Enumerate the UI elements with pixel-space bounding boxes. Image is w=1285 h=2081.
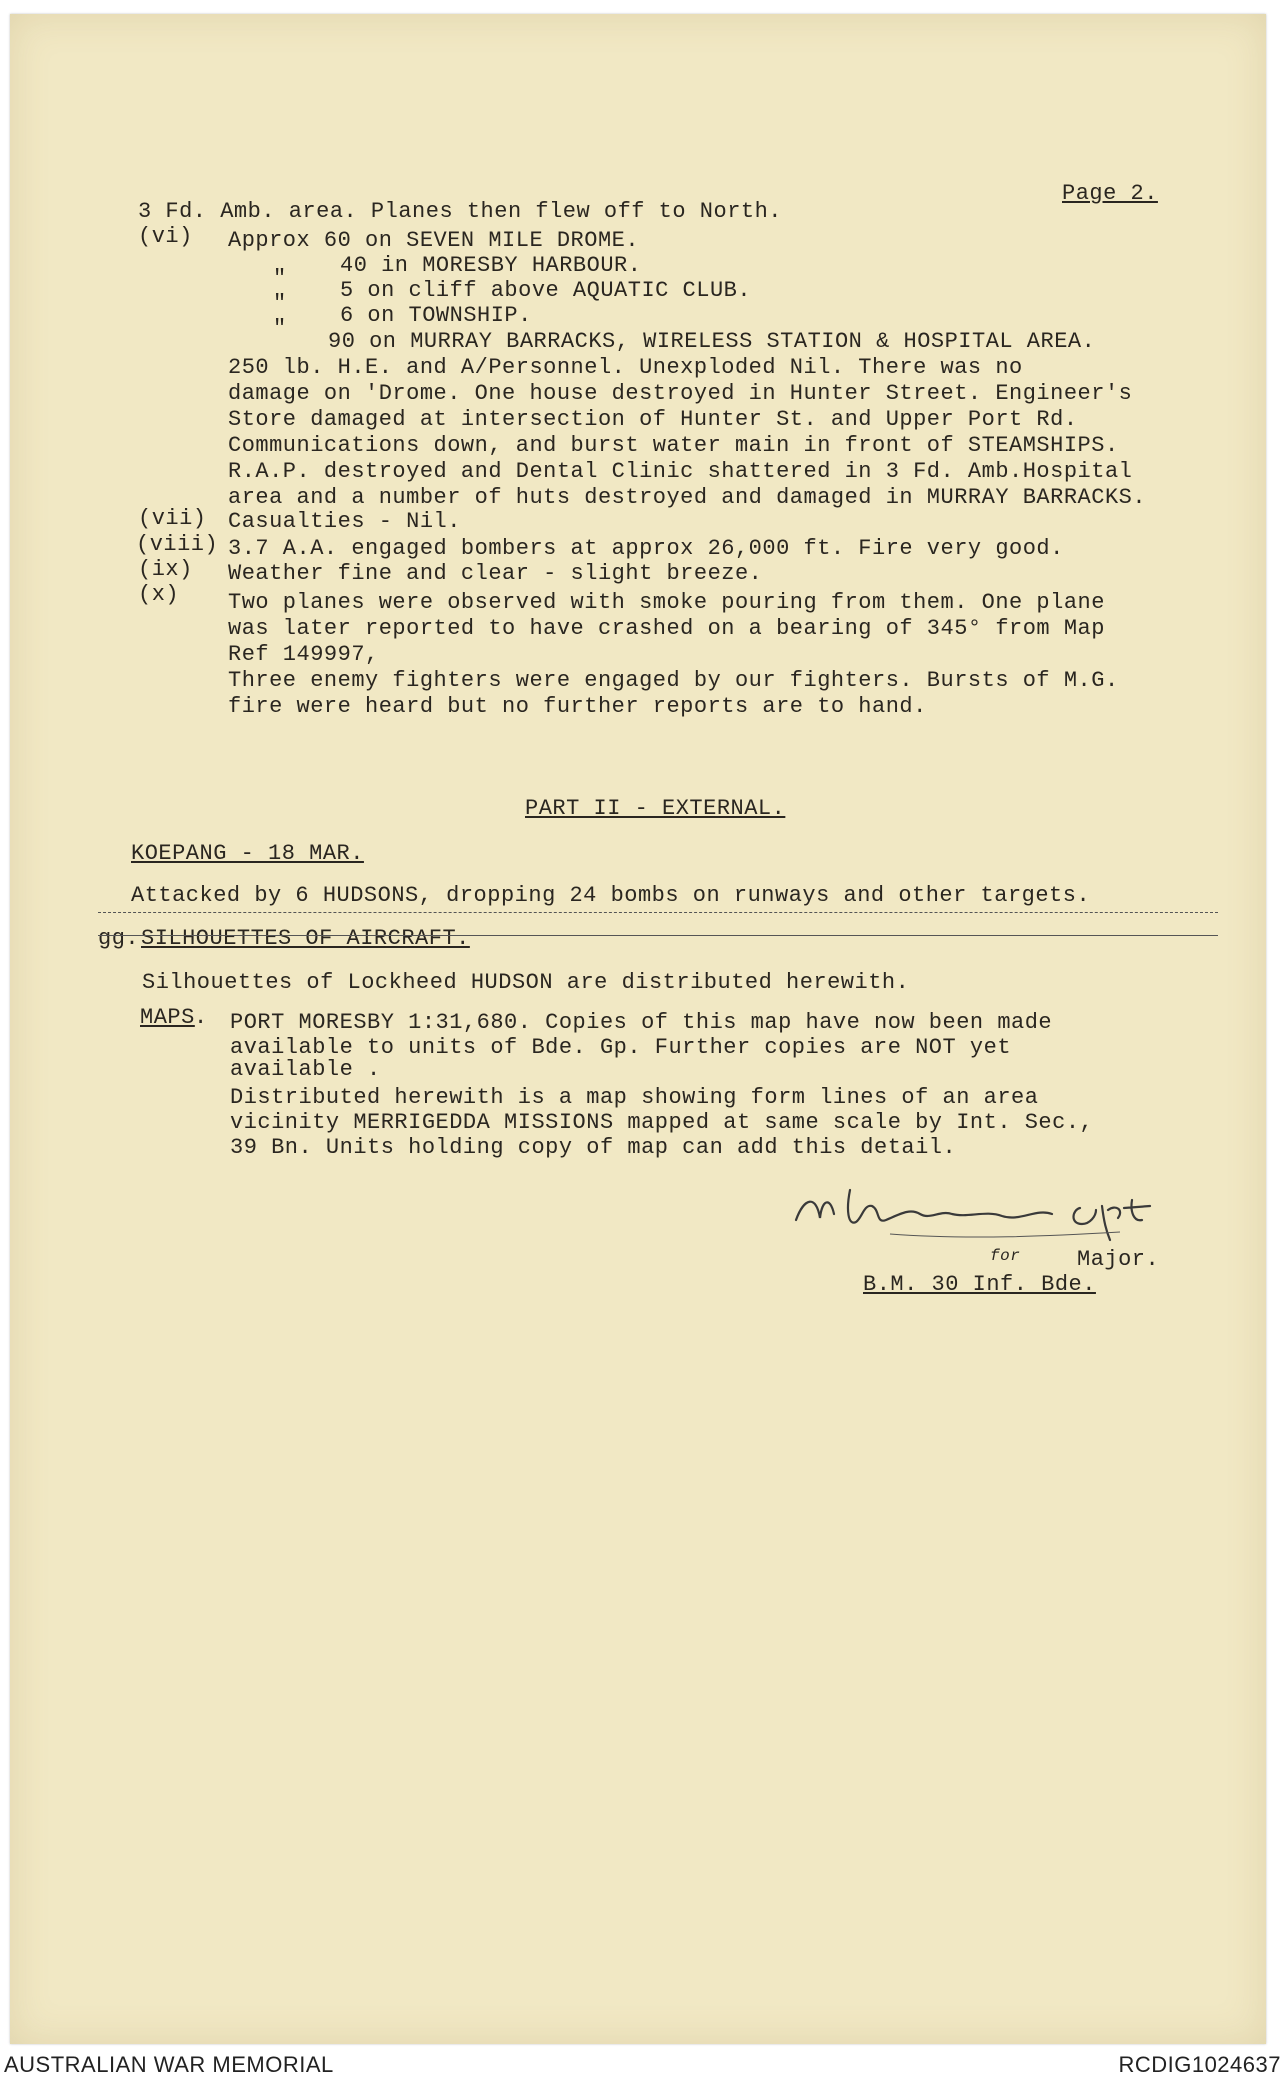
ditto-mark: " <box>273 316 287 341</box>
tally-line: 90 on MURRAY BARRACKS, WIRELESS STATION & HOSPITAL AREA. <box>328 329 1096 354</box>
damage-line: R.A.P. destroyed and Dental Clinic shattered in 3 Fd. Amb.Hospital <box>228 459 1133 484</box>
maps-label: MAPS <box>140 1005 195 1030</box>
signature-prefix: for <box>990 1247 1021 1265</box>
handwritten-signature <box>790 1170 1190 1250</box>
maps-line: available . <box>230 1057 381 1082</box>
label-ix: (ix) <box>138 557 193 582</box>
label-vi: (vi) <box>138 224 193 249</box>
label-vii: (vii) <box>138 506 207 531</box>
damage-line: Communications down, and burst water main in front of STEAMSHIPS. <box>228 433 1119 458</box>
label-viii: (viii) <box>136 532 219 557</box>
maps-line: available to units of Bde. Gp. Further copies are NOT yet <box>230 1035 1012 1060</box>
divider-line <box>98 912 1218 913</box>
fighters-line: fire were heard but no further reports are to hand. <box>228 694 927 719</box>
footer-institution: AUSTRALIAN WAR MEMORIAL <box>4 2052 334 2077</box>
koepang-heading: KOEPANG - 18 MAR. <box>131 841 364 866</box>
silhouettes-heading: SILHOUETTES OF AIRCRAFT. <box>141 926 470 951</box>
tally-line: 6 on TOWNSHIP. <box>340 303 532 328</box>
part-two-heading: PART II - EXTERNAL. <box>525 796 786 821</box>
intro-line: 3 Fd. Amb. area. Planes then flew off to North. <box>138 199 783 224</box>
tally-line: Approx 60 on SEVEN MILE DROME. <box>228 228 640 253</box>
fighters-line: Three enemy fighters were engaged by our fighters. Bursts of M.G. <box>228 668 1119 693</box>
anti-aircraft-text: 3.7 A.A. engaged bombers at approx 26,000 ft. Fire very good. <box>228 536 1064 561</box>
tally-line: 5 on cliff above AQUATIC CLUB. <box>340 278 752 303</box>
maps-line: vicinity MERRIGEDDA MISSIONS mapped at same scale by Int. Sec., <box>230 1110 1094 1135</box>
damage-line: Store damaged at intersection of Hunter St. and Upper Port Rd. <box>228 407 1078 432</box>
ditto-mark: " <box>273 291 287 316</box>
maps-line: 39 Bn. Units holding copy of map can add this detail. <box>230 1135 957 1160</box>
tally-line: 40 in MORESBY HARBOUR. <box>340 253 642 278</box>
signature-rank: Major. <box>1077 1247 1160 1272</box>
silhouettes-prefix: gg. <box>98 926 140 951</box>
footer-record-id: RCDIG1024637 <box>1118 2052 1281 2077</box>
page-number: Page 2. <box>1062 181 1158 206</box>
damage-line: area and a number of huts destroyed and damaged in MURRAY BARRACKS. <box>228 485 1147 510</box>
observation-line: Two planes were observed with smoke pouring from them. One plane <box>228 590 1105 615</box>
koepang-text: Attacked by 6 HUDSONS, dropping 24 bombs on runways and other targets. <box>131 883 1091 908</box>
ditto-mark: " <box>273 266 287 291</box>
divider-line <box>98 935 1218 936</box>
damage-line: 250 lb. H.E. and A/Personnel. Unexploded Nil. There was no <box>228 355 1023 380</box>
label-x: (x) <box>138 582 180 607</box>
silhouettes-text: Silhouettes of Lockheed HUDSON are distributed herewith. <box>142 970 910 995</box>
maps-line: Distributed herewith is a map showing form lines of an area <box>230 1085 1039 1110</box>
signature-appointment: B.M. 30 Inf. Bde. <box>863 1272 1096 1297</box>
observation-line: was later reported to have crashed on a bearing of 345° from Map <box>228 616 1105 641</box>
weather-text: Weather fine and clear - slight breeze. <box>228 561 763 586</box>
casualties-text: Casualties - Nil. <box>228 509 461 534</box>
damage-line: damage on 'Drome. One house destroyed in Hunter Street. Engineer's <box>228 381 1133 406</box>
maps-line: PORT MORESBY 1:31,680. Copies of this map have now been made <box>230 1010 1053 1035</box>
observation-line: Ref 149997, <box>228 642 379 667</box>
maps-dot: . <box>194 1005 208 1030</box>
